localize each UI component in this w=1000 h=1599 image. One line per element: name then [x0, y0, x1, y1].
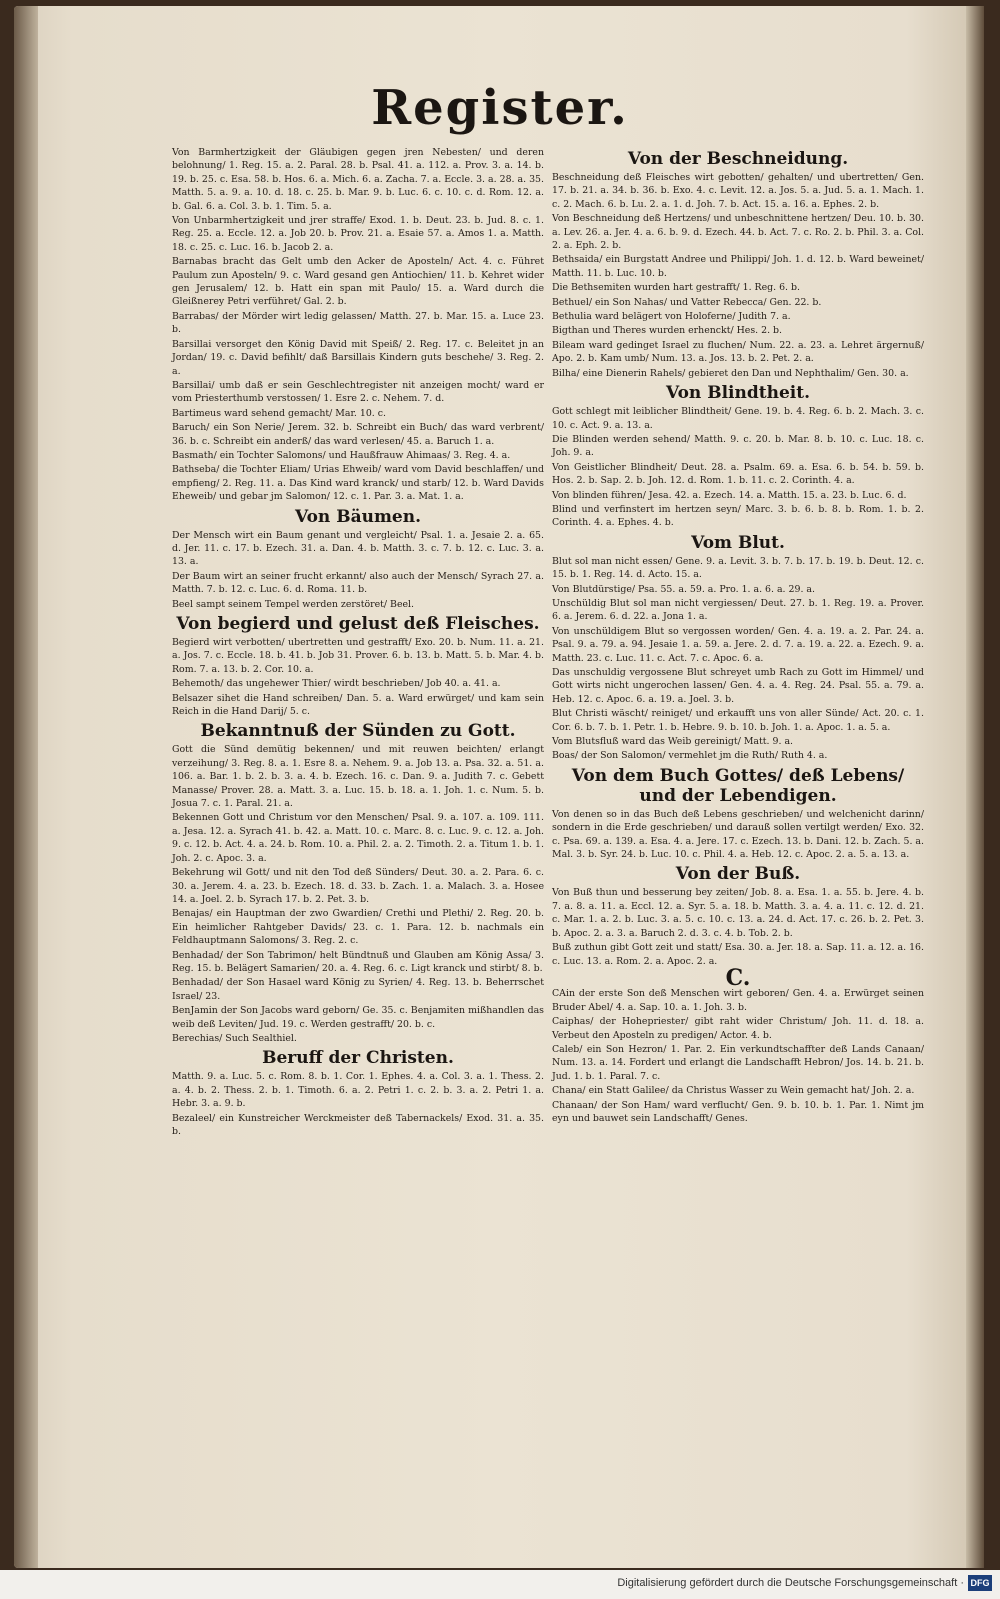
register-entry: Von Blutdürstige/ Psa. 55. a. 59. a. Pro. 1. a. 6. a. 29. a.	[552, 583, 815, 595]
section-heading: Von der Beschneidung.	[627, 149, 849, 169]
register-entry: Das unschuldig vergossene Blut schreyet umb Rach zu Gott im Himmel/ und Gott wirts nicht ungerochen lassen/ Gen. 4. a. 4. Reg. 24. Psal. 55. a. 79. a. Heb. 12. c. Apoc. 6. a. 19. a. Joel. 3. b.	[552, 667, 924, 705]
register-entry: Beel sampt seinem Tempel werden zerstöret/ Beel.	[172, 598, 415, 610]
register-entry: Bathseba/ die Tochter Eliam/ Urias Ehweib/ ward vom David beschlaffen/ und empfieng/ 2. Reg. 11. a. Das Kind ward kranck/ und starb/ 12. b. Ward Davids Eheweib/ und gebar jm Salomon/ 12. c. 1. Par. 3. a. Mat. 1. a.	[172, 464, 544, 503]
register-entry: Von unschüldigem Blut so vergossen worden/ Gen. 4. a. 19. a. 2. Par. 24. a. Psal. 9. a. 79. a. 94. Jesaie 1. a. 59. a. Jere. 2. d. 7. a. 19. a. 22. a. Ezech. 9. a. Matth. 23. c. Luc. 11. c. Act. 7. c. Apoc. 6. a.	[552, 625, 924, 664]
register-entry: Von denen so in das Buch deß Lebens geschrieben/ und welchenicht darinn/ sondern in die Erde geschrieben/ und darauß sollen vertilgt werden/ Exo. 32. c. Psa. 69. a. 139. a. Esa. 4. a. Jere. 17. c. Ezech. 13. b. Dani. 12. b. Zach. 5. a. Mal. 3. b. Syr. 24. b. Luc. 10. c. Phil. 4. a. Heb. 12. c. Apoc. 2. a. 5. a. 13. a.	[552, 808, 924, 861]
register-entry: Barsillai/ umb daß er sein Geschlechtregister nit anzeigen mocht/ ward er vom Priesterthumb verstossen/ 1. Esre 2. c. Nehem. 7. d.	[172, 379, 544, 405]
section-heading: Von der Buß.	[675, 864, 801, 885]
register-entry: Die Blinden werden sehend/ Matth. 9. c. 20. b. Mar. 8. b. 10. c. Luc. 18. c. Joh. 9. a.	[552, 433, 924, 459]
letter-divider: C.	[725, 964, 751, 991]
section-heading: Beruff der Christen.	[262, 1048, 454, 1069]
register-entry: Barrabas/ der Mörder wirt ledig gelassen/ Matth. 27. b. Mar. 15. a. Luce 23. b.	[172, 310, 544, 336]
register-entry: Beschneidung deß Fleisches wirt gebotten/ gehalten/ und ubertretten/ Gen. 17. b. 21. a. 34. b. 36. b. Exo. 4. c. Levit. 12. a. Jos. 5. a. Jud. 5. a. 1. Mach. 1. c. 2. Mach. 6. b. Lu. 2. a. 1. d. Joh. 7. b. Act. 15. a. 16. a. Ephes. 2. b.	[552, 172, 924, 210]
register-entry: Blind und verfinstert im hertzen seyn/ Marc. 3. b. 6. b. 8. b. Rom. 1. b. 2. Corinth. 4. a. Ephes. 4. b.	[552, 503, 924, 529]
register-entry: Bigthan und Theres wurden erhenckt/ Hes. 2. b.	[552, 325, 783, 337]
register-entry: Bartimeus ward sehend gemacht/ Mar. 10. c.	[172, 407, 386, 419]
register-entry: Belsazer sihet die Hand schreiben/ Dan. 5. a. Ward erwürget/ und kam sein Reich in die Hand Darij/ 5. c.	[172, 692, 544, 718]
register-entry: Von Buß thun und besserung bey zeiten/ Job. 8. a. Esa. 1. a. 55. b. Jere. 4. b. 7. a. 8. a. 11. a. Eccl. 12. a. Syr. 5. a. 18. b. Matth. 3. a. 4. a. 11. c. 12. d. 21. c. Mar. 1. a. 2. b. Luc. 3. a. 5. c. 10. c. 13. a. 24. d. Act. 17. c. 26. b. 2. Pet. 3. b. Apoc. 2. a. 3. a. Baruch 2. d. 3. c. 4. b. Tob. 2. b.	[552, 887, 924, 939]
register-entry: Bezaleel/ ein Kunstreicher Werckmeister deß Tabernackels/ Exod. 31. a. 35. b.	[172, 1112, 544, 1137]
register-entry: Die Bethsemiten wurden hart gestrafft/ 1. Reg. 6. b.	[552, 282, 800, 294]
page-right-edge	[966, 6, 984, 1568]
register-entry: Bethsaida/ ein Burgstatt Andree und Philippi/ Joh. 1. d. 12. b. Ward beweinet/ Matth. 11. b. Luc. 10. b.	[552, 254, 924, 279]
register-entry: Chanaan/ der Son Ham/ ward verflucht/ Gen. 9. b. 10. b. 1. Par. 1. Nimt jm eyn und bauwet sein Landschafft/ Genes.	[552, 1099, 924, 1124]
register-entry: Von blinden führen/ Jesa. 42. a. Ezech. 14. a. Matth. 15. a. 23. b. Luc. 6. d.	[552, 489, 907, 501]
register-entry: Caleb/ ein Son Hezron/ 1. Par. 2. Ein verkundtschaffter deß Lands Canaan/ Num. 13. a. 14. Fordert und erlangt die Landschafft Hebron/ Jos. 14. b. 21. b. Jud. 1. b. 1. Paral. 7. c.	[552, 1043, 924, 1082]
footer-bar	[0, 1570, 1000, 1599]
register-entry: Barsillai versorget den König David mit Speiß/ 2. Reg. 17. c. Beleitet jn an Jordan/ 19. c. David befihlt/ daß Barsillais Kindern guts beschehe/ 3. Reg. 2. a.	[172, 338, 544, 377]
register-entry: Bethuel/ ein Son Nahas/ und Vatter Rebecca/ Gen. 22. b.	[552, 296, 822, 308]
register-entry: Bileam ward gedinget Israel zu fluchen/ Num. 22. a. 23. a. Lehret ärgernuß/ Apo. 2. b. Kam umb/ Num. 13. a. Jos. 13. b. 2. Pet. 2. a.	[552, 339, 924, 365]
register-entry: Blut Christi wäscht/ reiniget/ und erkaufft uns von aller Sünde/ Act. 20. c. 1. Cor. 6. b. 7. b. 1. Petr. 1. b. Hebre. 9. b. 10. b. Joh. 1. a. Apoc. 1. a. 5. a.	[552, 708, 924, 733]
register-entry: CAin der erste Son deß Menschen wirt geboren/ Gen. 4. a. Erwürget seinen Bruder Abel/ 4. a. Sap. 10. a. 1. Joh. 3. b.	[552, 988, 924, 1013]
section-heading: Vom Blut.	[691, 532, 785, 553]
section-heading: Von Bäumen.	[294, 506, 422, 527]
register-entry: Baruch/ ein Son Nerie/ Jerem. 32. b. Schreibt ein Buch/ das ward verbrent/ 36. b. c. Schreibt ein anderß/ das ward verlesen/ 45. a. Baruch 1. a.	[172, 422, 544, 447]
register-entry: Begierd wirt verbotten/ ubertretten und gestrafft/ Exo. 20. b. Num. 11. a. 21. a. Jos. 7. c. Eccle. 18. b. 41. b. Job 31. Prover. 6. b. 13. b. Matt. 5. b. Mar. 4. b. Rom. 7. a. 13. b. 2. Cor. 10. a.	[172, 637, 544, 675]
register-entry: Von Geistlicher Blindheit/ Deut. 28. a. Psalm. 69. a. Esa. 6. b. 54. b. 59. b. Hos. 2. b. Sap. 2. b. Joh. 12. d. Rom. 1. b. 11. c. 2. Corinth. 4. a.	[552, 461, 924, 487]
register-entry: Gott schlegt mit leiblicher Blindtheit/ Gene. 19. b. 4. Reg. 6. b. 2. Mach. 3. c. 10. c. Act. 9. a. 13. a.	[552, 406, 924, 431]
register-entry: BenJamin der Son Jacobs ward geborn/ Ge. 35. c. Benjamiten mißhandlen das weib deß Leviten/ Jud. 19. c. Werden gestrafft/ 20. b. c.	[172, 1005, 544, 1030]
register-entry: Unschüldig Blut sol man nicht vergiessen/ Deut. 27. b. 1. Reg. 19. a. Prover. 6. a. Jerem. 6. d. 22. a. Jona 1. a.	[552, 597, 924, 623]
left-column	[172, 146, 544, 1139]
register-entry: Chana/ ein Statt Galilee/ da Christus Wasser zu Wein gemacht hat/ Joh. 2. a.	[552, 1085, 915, 1097]
page-left-edge	[14, 6, 38, 1568]
register-entry: Von Unbarmhertzigkeit und jrer straffe/ Exod. 1. b. Deut. 23. b. Jud. 8. c. 1. Reg. 25. a. Eccle. 12. a. Job 20. b. Prov. 21. a. Esaie 57. a. Amos 1. a. Matth. 18. c. 25. c. Luc. 16. b. Jacob 2. a.	[172, 215, 544, 253]
right-column	[552, 146, 924, 1126]
section-heading: Bekanntnuß der Sünden zu Gott.	[200, 721, 516, 742]
register-entry: Benhadad/ der Son Tabrimon/ helt Bündtnuß und Glauben am König Assa/ 3. Reg. 15. b. Belägert Samarien/ 20. a. 4. Reg. 6. c. Ligt kranck und stirbt/ 8. b.	[172, 949, 544, 974]
register-entry: Benajas/ ein Hauptman der zwo Gwardien/ Crethi und Plethi/ 2. Reg. 20. b. Ein heimlicher Rahtgeber Davids/ 23. c. 1. Para. 12. b. nachmals ein Feldhauptmann Salomons/ 3. Reg. 2. c.	[172, 908, 544, 947]
dfg-logo-icon: DFG	[968, 1575, 992, 1591]
register-entry: Caiphas/ der Hohepriester/ gibt raht wider Christum/ Joh. 11. d. 18. a. Verbeut den Aposteln zu predigen/ Actor. 4. b.	[552, 1016, 924, 1041]
register-entry: Von Beschneidung deß Hertzens/ und unbeschnittene hertzen/ Deu. 10. b. 30. a. Lev. 26. a. Jer. 4. a. 6. b. 9. d. Ezech. 44. b. Act. 7. c. Ro. 2. b. Phil. 3. a. Col. 2. a. Eph. 2. b.	[552, 213, 924, 252]
section-heading: Von dem Buch Gottes/ deß Lebens/ und der Lebendigen.	[571, 765, 905, 806]
page-title: Register.	[371, 80, 629, 136]
section-heading: Von begierd und gelust deß Fleisches.	[176, 614, 540, 634]
register-entry: Blut sol man nicht essen/ Gene. 9. a. Levit. 3. b. 7. b. 17. b. 19. b. Deut. 12. c. 15. b. 1. Reg. 14. d. Acto. 15. a.	[552, 555, 924, 581]
register-entry: Von Barmhertzigkeit der Gläubigen gegen jren Nebesten/ und deren belohnung/ 1. Reg. 15. a. 2. Paral. 28. b. Psal. 41. a. 112. a. Prov. 3. a. 14. b. 19. b. 25. c. Esa. 58. b. Hos. 6. a. Mich. 6. a. Zacha. 7. a. Eccle. 3. a. 28. a. 35. Matth. 5. a. 9. a. 10. d. 18. c. 25. b. Mar. 9. b. Luc. 6. c. 10. c. d. Rom. 12. a. b. Gal. 6. a. Col. 3. b. 1. Tim. 5. a.	[172, 147, 544, 212]
section-heading: Von Blindtheit.	[665, 383, 811, 404]
register-entry: Matth. 9. a. Luc. 5. c. Rom. 8. b. 1. Cor. 1. Ephes. 4. a. Col. 3. a. 1. Thess. 2. a. 4. b. 2. Thess. 2. b. 1. Timoth. 6. a. 2. Petri 1. c. 2. b. 3. a. 2. Petri 1. a. Hebr. 3. a. 9. b.	[172, 1071, 544, 1110]
footer-credit: Digitalisierung gefördert durch die Deutsche Forschungsgemeinschaft ·	[617, 1577, 964, 1589]
register-entry: Vom Blutsfluß ward das Weib gereinigt/ Matt. 9. a.	[552, 736, 794, 748]
register-entry: Boas/ der Son Salomon/ vermehlet jm die Ruth/ Ruth 4. a.	[552, 750, 828, 762]
register-entry: Behemoth/ das ungehewer Thier/ wirdt beschrieben/ Job 40. a. 41. a.	[172, 678, 501, 690]
register-entry: Bethulia ward belägert von Holoferne/ Judith 7. a.	[552, 311, 791, 323]
register-entry: Bilha/ eine Dienerin Rahels/ gebieret den Dan und Nephthalim/ Gen. 30. a.	[552, 367, 909, 379]
register-entry: Gott die Sünd demütig bekennen/ und mit reuwen beichten/ erlangt verzeihung/ 3. Reg. 8. a. 1. Esre 8. a. Nehem. 9. a. Job 13. a. Psa. 32. a. 51. a. 106. a. Bar. 1. b. 2. b. 3. a. 4. b. Ezech. 16. c. Dan. 9. a. Judith 7. c. Gebett Manasse/ Prover. 28. a. Matt. 3. a. Luc. 15. b. 18. a. 1. Joh. 1. c. Num. 5. b. Josua 7. c. 1. Paral. 21. a.	[172, 744, 544, 810]
register-entry: Barnabas bracht das Gelt umb den Acker de Aposteln/ Act. 4. c. Führet Paulum zun Aposteln/ 9. c. Ward gesand gen Antiochien/ 11. b. Kehret wider gen Jerusalem/ 12. b. Hatt ein span mit Paulo/ 15. a. Ward durch die Gleißnerey Petri verführet/ Gal. 2. b.	[172, 256, 544, 308]
register-entry: Bekennen Gott und Christum vor den Menschen/ Psal. 9. a. 107. a. 109. 111. a. Jesa. 12. a. Syrach 41. b. 42. a. Matt. 10. c. Marc. 8. c. Luc. 9. c. 12. a. Joh. 9. c. 12. b. Act. 4. a. 24. b. Rom. 10. a. Phil. 2. a. 2. Timoth. 2. a. Titum 1. b. 1. Joh. 2. c. Apoc. 3. a.	[172, 812, 544, 864]
register-entry: Basmath/ ein Tochter Salomons/ und Haußfrauw Ahimaas/ 3. Reg. 4. a.	[172, 449, 511, 461]
register-entry: Buß zuthun gibt Gott zeit und statt/ Esa. 30. a. Jer. 18. a. Sap. 11. a. 12. a. 16. c. Luc. 13. a. Rom. 2. a. Apoc. 2. a.	[552, 942, 924, 967]
register-entry: Bekehrung wil Gott/ und nit den Tod deß Sünders/ Deut. 30. a. 2. Para. 6. c. 30. a. Jerem. 4. a. 23. b. Ezech. 18. d. 33. b. Zach. 1. a. Malach. 3. a. Hosee 14. a. Joel. 2. b. Syrach 17. b. 2. Pet. 3. b.	[172, 867, 544, 905]
register-entry: Der Mensch wirt ein Baum genant und vergleicht/ Psal. 1. a. Jesaie 2. a. 65. d. Jer. 11. c. 17. b. Ezech. 31. a. Dan. 4. b. Matth. 3. c. 7. b. 12. c. Luc. 3. a. 13. a.	[172, 529, 544, 568]
register-entry: Benhadad/ der Son Hasael ward König zu Syrien/ 4. Reg. 13. b. Beherrschet Israel/ 23.	[172, 977, 544, 1002]
register-entry: Berechias/ Such Sealthiel.	[172, 1032, 297, 1044]
register-entry: Der Baum wirt an seiner frucht erkannt/ also auch der Mensch/ Syrach 27. a. Matth. 7. b. 12. c. Luc. 6. d. Roma. 11. b.	[172, 570, 544, 596]
